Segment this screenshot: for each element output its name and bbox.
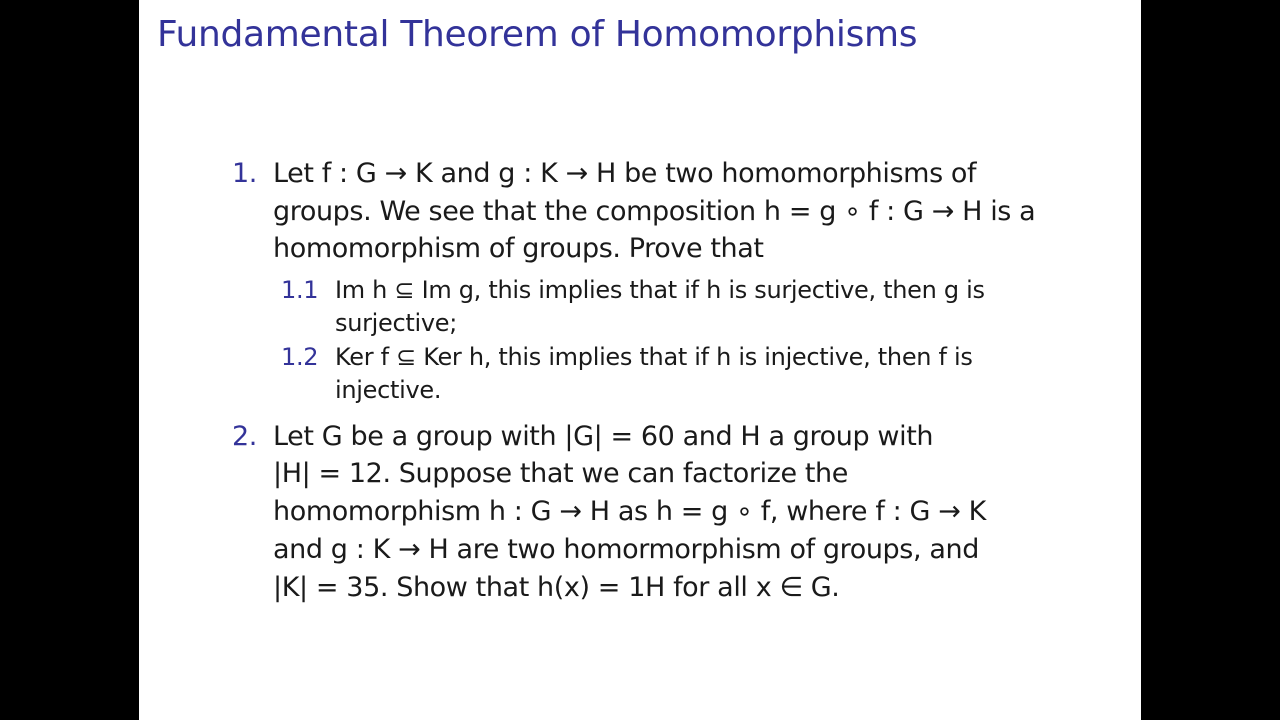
item-2-line-4: and g : K → H are two homormorphism of groups, and [273,534,979,565]
item-2-line-5: |K| = 35. Show that h(x) = 1H for all x ∈ G. [273,572,840,603]
subitem-1-2-line-1: Ker f ⊆ Ker h, this implies that if h is injective, then f is [335,343,973,371]
subitem-1-1-line-1: Im h ⊆ Im g, this implies that if h is surjective, then g is [335,276,985,304]
subitem-1-2-number: 1.2 [281,343,319,371]
item-2-number: 2. [232,421,257,452]
subitem-1-1-line-2: surjective; [335,309,458,337]
slide-title: Fundamental Theorem of Homomorphisms [157,14,918,55]
item-1-line-2: groups. We see that the composition h = g ∘ f : G → H is a [273,196,1036,227]
slide [139,0,1141,720]
item-2-line-3: homomorphism h : G → H as h = g ∘ f, where f : G → K [273,496,986,527]
item-1-line-1: Let f : G → K and g : K → H be two homomorphisms of [273,158,977,189]
subitem-1-2-line-2: injective. [335,376,442,404]
item-2-line-2: |H| = 12. Suppose that we can factorize the [273,458,848,489]
subitem-1-1-number: 1.1 [281,276,319,304]
item-1-line-3: homomorphism of groups. Prove that [273,233,764,264]
item-2-line-1: Let G be a group with |G| = 60 and H a group with [273,421,934,452]
item-1-number: 1. [232,158,257,189]
